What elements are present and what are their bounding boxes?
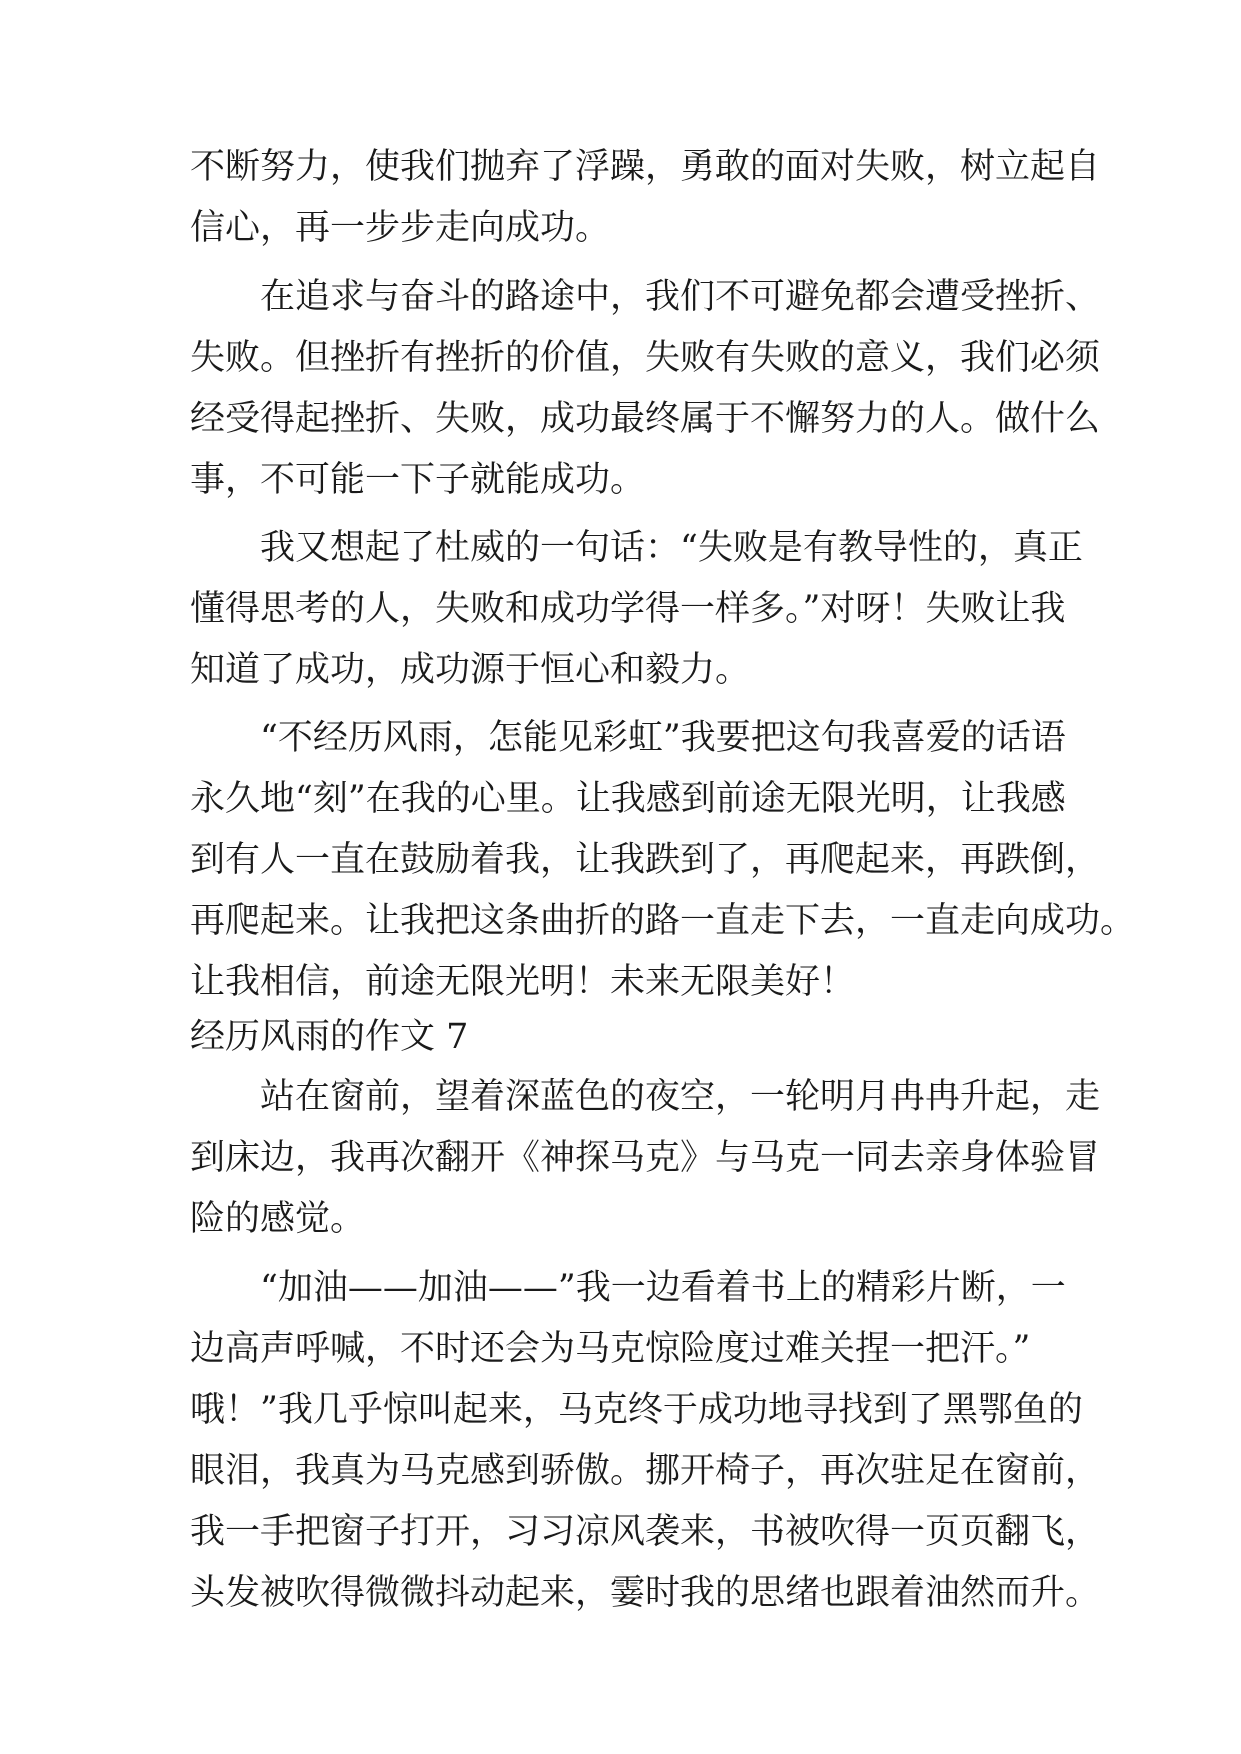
paragraph-start-line: 站在窗前，望着深蓝色的夜空，一轮明月冉冉升起，走 (260, 1077, 1101, 1117)
text-line: 失败。但挫折有挫折的价值，失败有失败的意义，我们必须 (190, 338, 1101, 378)
paragraph-start-line: 我又想起了杜威的一句话：“失败是有教导性的，真正 (260, 528, 1083, 568)
text-line: 不断努力，使我们抛弃了浮躁，勇敢的面对失败，树立起自 (190, 147, 1101, 187)
text-line: 到床边，我再次翻开《神探马克》与马克一同去亲身体验冒 (190, 1138, 1101, 1178)
text-line: 永久地“刻”在我的心里。让我感到前途无限光明，让我感 (190, 779, 1066, 819)
text-line: 边高声呼喊，不时还会为马克惊险度过难关捏一把汗。” (190, 1329, 1031, 1369)
text-line: 我一手把窗子打开，习习凉风袭来，书被吹得一页页翻飞， (190, 1512, 1101, 1552)
text-line: 信心，再一步步走向成功。 (190, 208, 611, 248)
section-heading: 经历风雨的作文 7 (190, 1017, 469, 1057)
text-line: 险的感觉。 (190, 1199, 366, 1239)
text-line: 头发被吹得微微抖动起来，霎时我的思绪也跟着油然而升。 (190, 1573, 1101, 1613)
paragraph-start-line: “加油——加油——”我一边看着书上的精彩片断，一 (260, 1268, 1066, 1308)
text-line: 再爬起来。让我把这条曲折的路一直走下去，一直走向成功。 (190, 901, 1136, 941)
text-line: 懂得思考的人，失败和成功学得一样多。”对呀！失败让我 (190, 589, 1066, 629)
paragraph-start-line: “不经历风雨，怎能见彩虹”我要把这句我喜爱的话语 (260, 718, 1066, 758)
text-line: 眼泪，我真为马克感到骄傲。挪开椅子，再次驻足在窗前， (190, 1451, 1101, 1491)
text-line: 事，不可能一下子就能成功。 (190, 460, 646, 500)
paragraph-start-line: 在追求与奋斗的路途中，我们不可避免都会遭受挫折、 (260, 277, 1101, 317)
text-line: 让我相信，前途无限光明！未来无限美好！ (190, 962, 856, 1002)
text-line: 经受得起挫折、失败，成功最终属于不懈努力的人。做什么 (190, 399, 1101, 439)
text-line: 知道了成功，成功源于恒心和毅力。 (190, 650, 751, 690)
text-line: 到有人一直在鼓励着我，让我跌到了，再爬起来，再跌倒， (190, 840, 1101, 880)
text-line: 哦！”我几乎惊叫起来，马克终于成功地寻找到了黑鄂鱼的 (190, 1390, 1083, 1430)
